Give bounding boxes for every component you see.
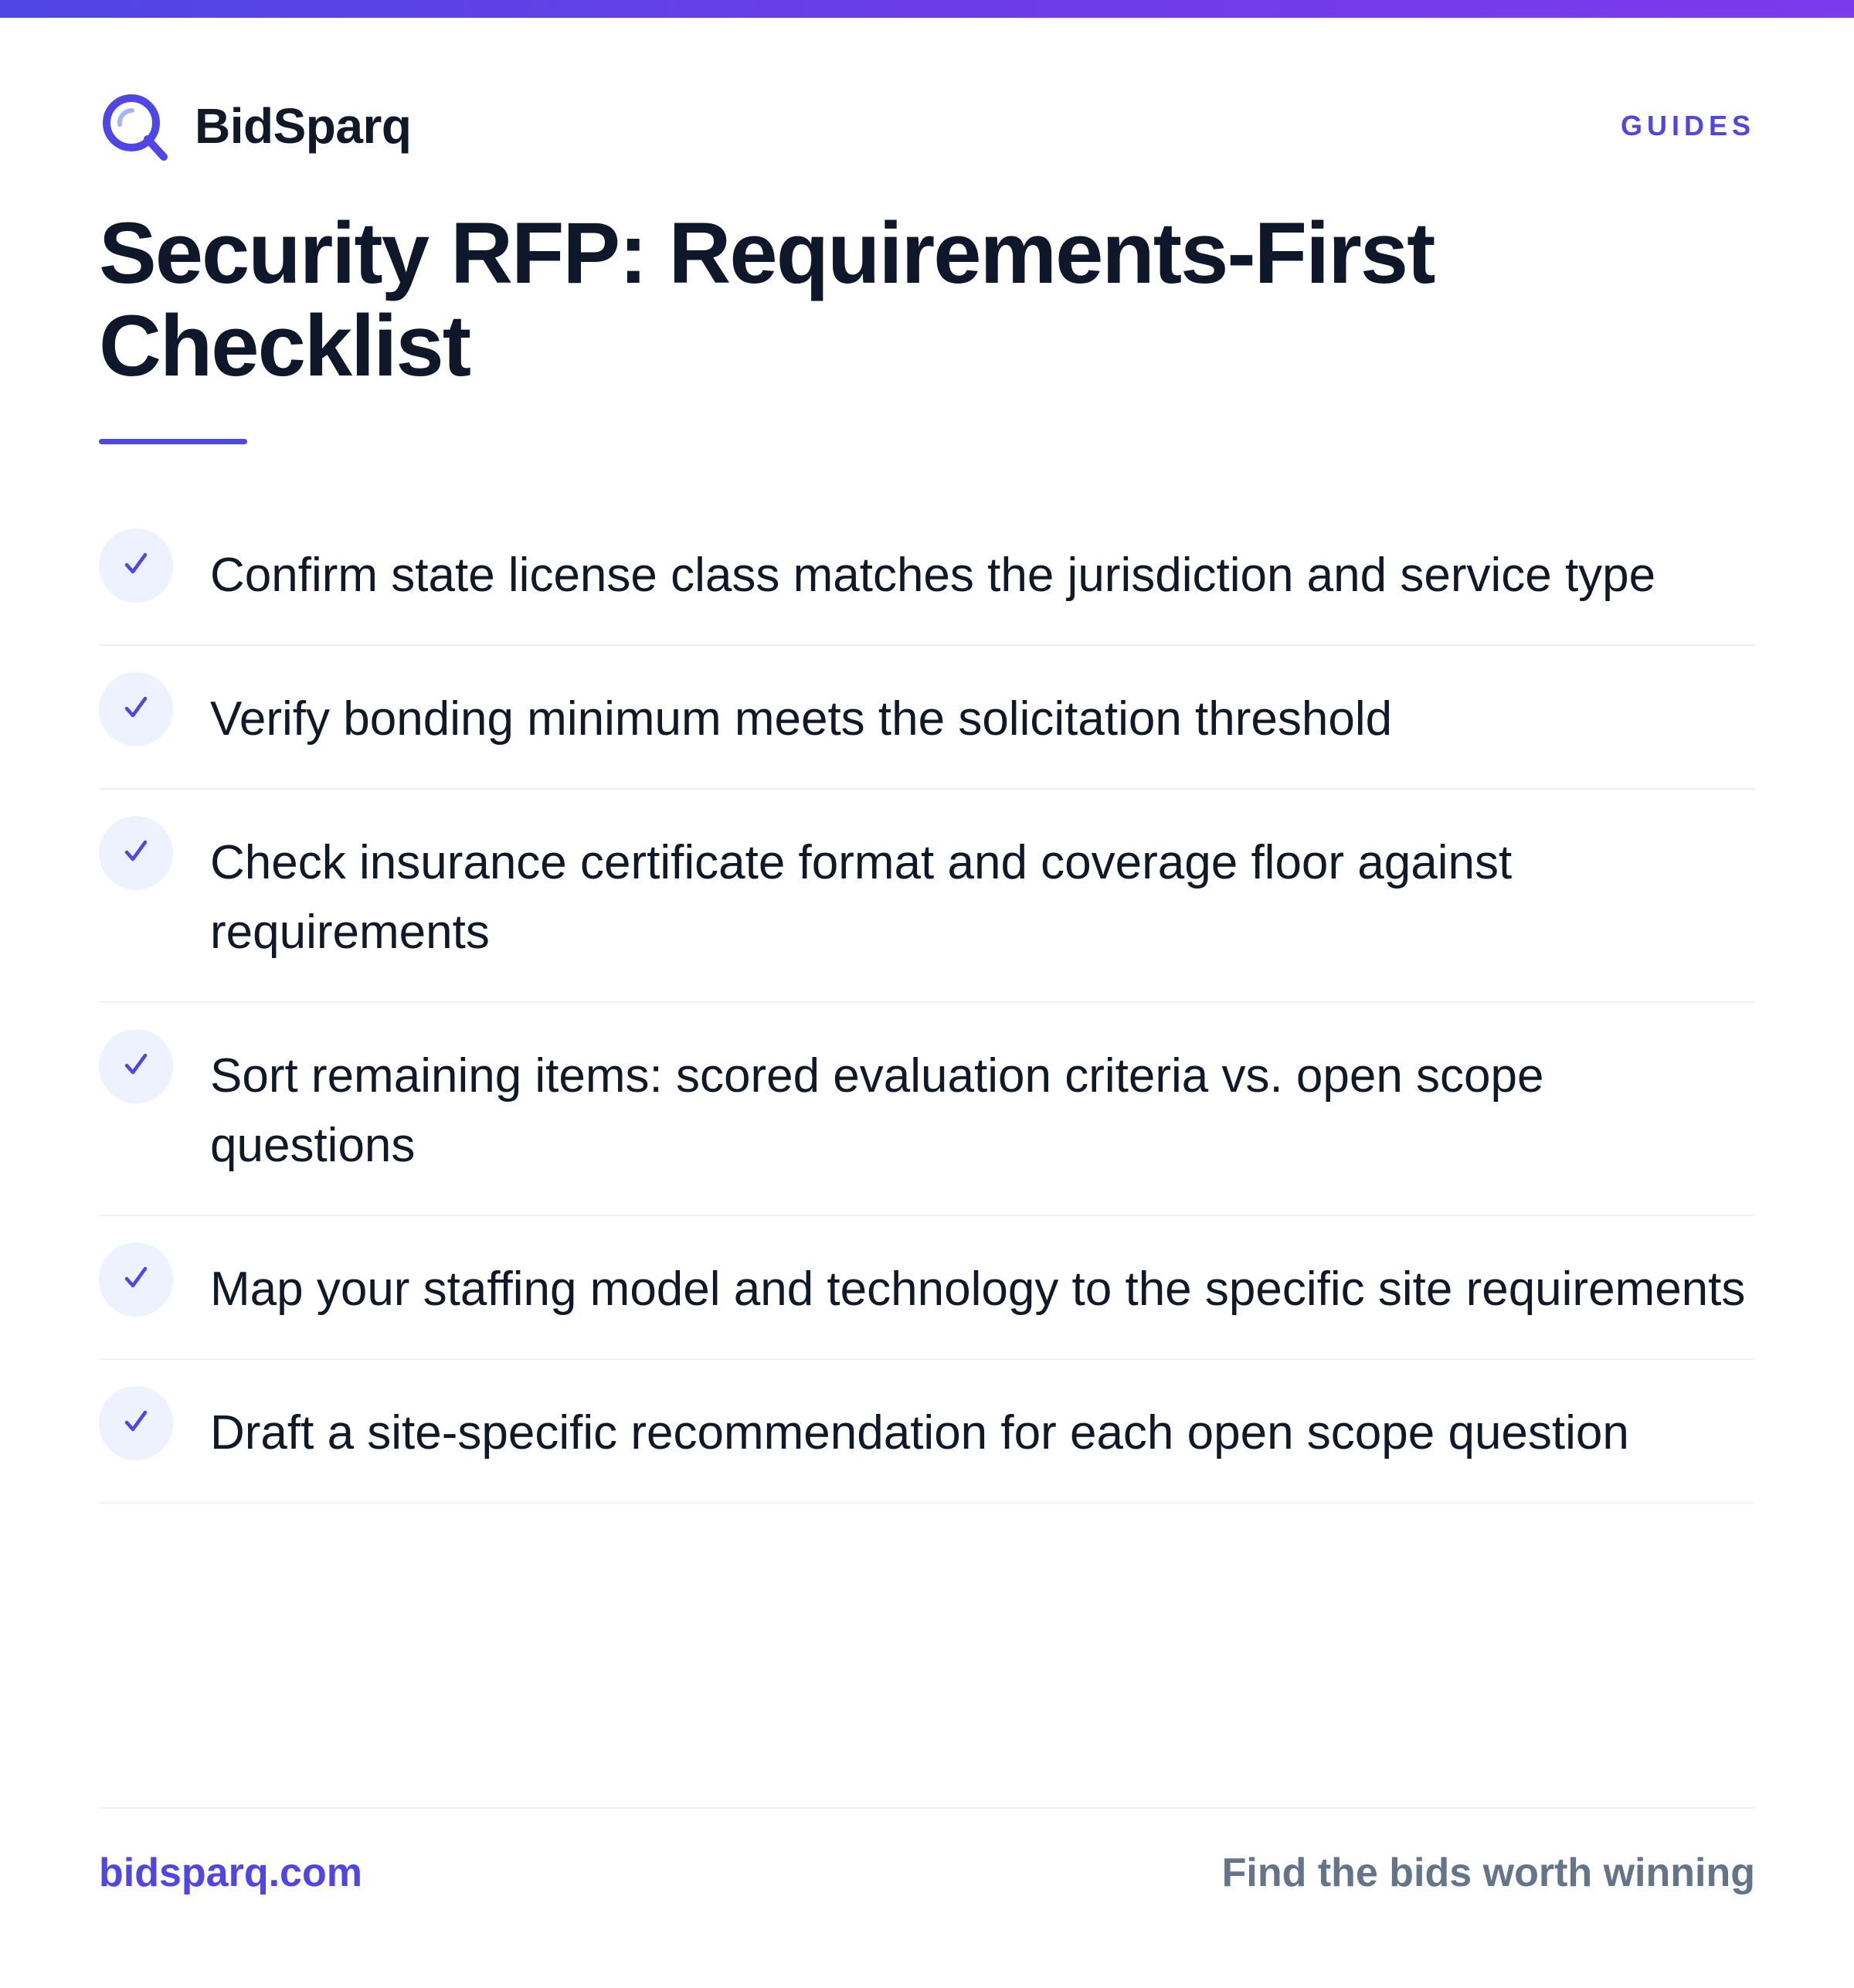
checklist-item-text: Verify bonding minimum meets the solicitation threshold <box>210 692 1393 746</box>
search-q-icon <box>99 90 170 161</box>
checklist-item-text: Sort remaining items: scored evaluation criteria vs. open scope questions <box>210 1049 1544 1172</box>
checklist-item <box>99 1360 1755 1504</box>
footer-tagline: Find the bids worth winning <box>1221 1850 1755 1895</box>
header <box>99 89 1755 166</box>
brand-name: BidSparq <box>195 98 412 154</box>
check-icon <box>99 816 173 890</box>
checklist-item <box>99 502 1755 646</box>
checklist-item-text: Map your staffing model and technology to the specific site requirements <box>210 1262 1746 1316</box>
footer-divider <box>99 1807 1755 1809</box>
footer-website-link[interactable]: bidsparq.com <box>99 1850 362 1895</box>
check-icon <box>99 528 173 603</box>
checklist-item-text: Confirm state license class matches the jurisdiction and service type <box>210 549 1656 602</box>
checklist-item <box>99 646 1755 790</box>
checklist-item <box>99 1003 1755 1216</box>
check-icon <box>99 1386 173 1460</box>
top-accent-bar <box>0 0 1854 18</box>
checklist-item <box>99 790 1755 1003</box>
check-icon <box>99 1029 173 1103</box>
checklist-item-text: Draft a site-specific recommendation for each open scope question <box>210 1406 1629 1460</box>
checklist-item-text: Check insurance certificate format and coverage floor against requirements <box>210 836 1513 959</box>
checklist-item <box>99 1216 1755 1360</box>
page-title: Security RFP: Requirements-First Checklist <box>99 205 1435 394</box>
check-icon <box>99 672 173 746</box>
title-underline <box>99 439 247 444</box>
check-icon <box>99 1242 173 1317</box>
checklist <box>99 502 1755 1504</box>
guides-nav-link[interactable]: GUIDES <box>1620 110 1755 141</box>
